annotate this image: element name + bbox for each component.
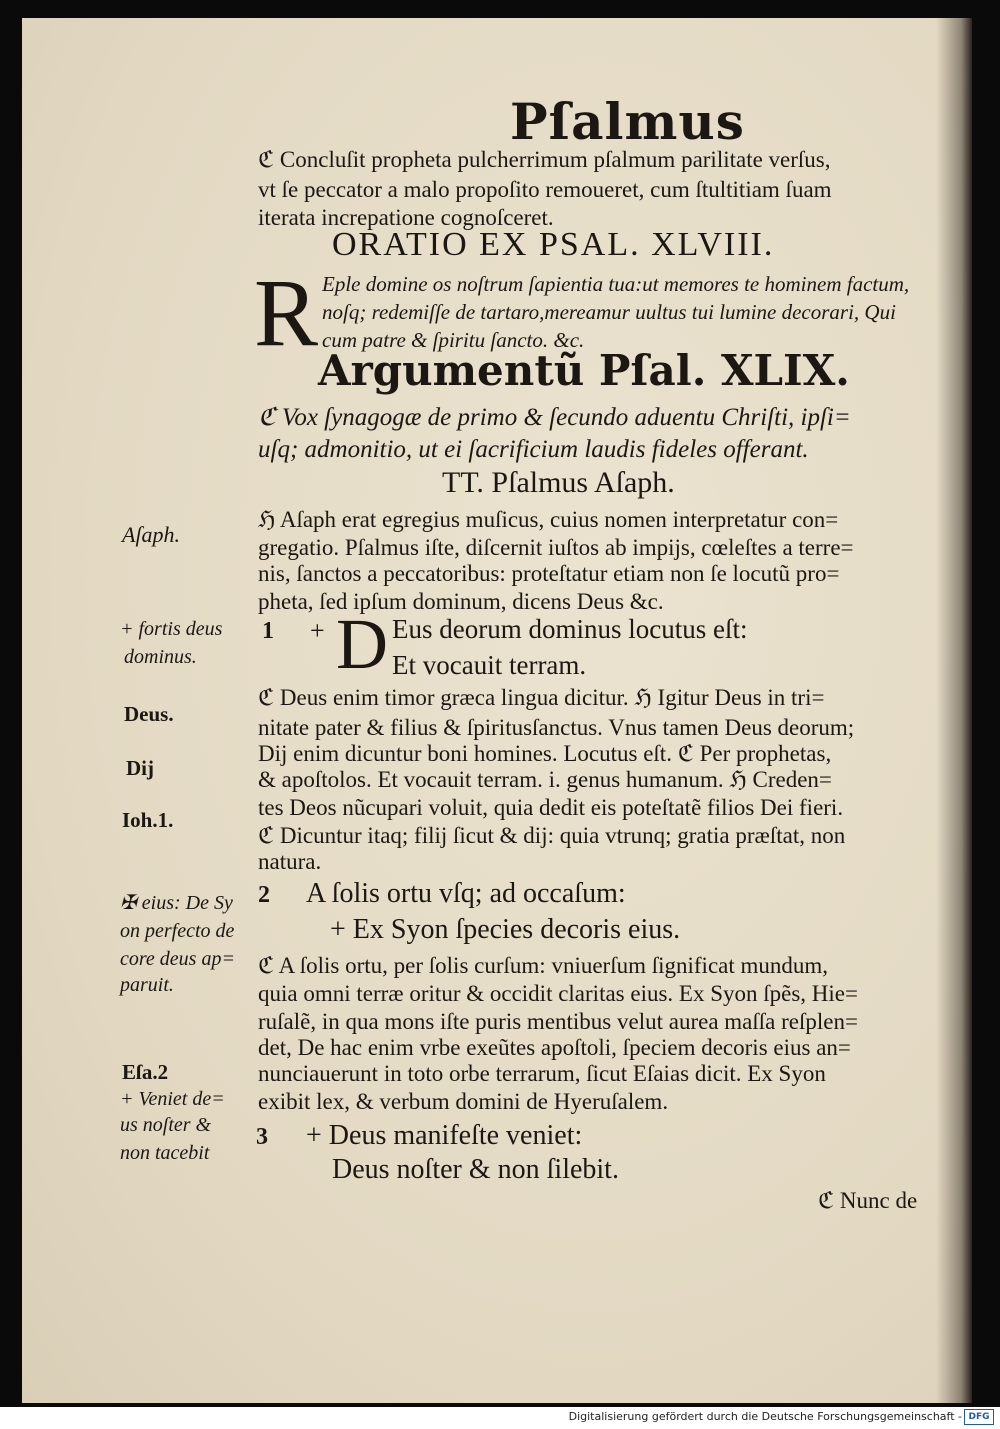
- verse-1-line-1: Eus deorum dominus locutus eſt:: [392, 614, 748, 644]
- verse-3-line-2: Deus noſter & non ſilebit.: [332, 1154, 619, 1185]
- asaph-line-4: pheta, ſed ipſum dominum, dicens Deus &c.: [258, 589, 664, 614]
- margin-veniet-2: us noſter &: [120, 1114, 212, 1136]
- gloss1-line-5: tes Deos nũcupari voluit, quia dedit eis poteſtatẽ filios Dei fieri.: [258, 795, 844, 820]
- margin-veniet-1: + Veniet de=: [120, 1088, 225, 1110]
- gloss2-line-4: det, De hac enim vrbe exeũtes apoſtoli, ſpeciem decoris eius an=: [258, 1035, 851, 1060]
- margin-dij: Dij: [126, 756, 154, 780]
- asaph-line-1: ℌ Aſaph erat egregius muſicus, cuius nomen interpretatur con=: [258, 507, 839, 532]
- dfg-logo: DFG: [964, 1409, 994, 1425]
- gloss1-line-4: & apoſtolos. Et vocauit terram. i. genus humanum. ℌ Creden=: [258, 767, 832, 792]
- gloss2-line-3: ruſalẽ, in qua mons iſte puris mentibus velut aurea maſſa reſplen=: [258, 1009, 858, 1034]
- margin-veniet-3: non tacebit: [120, 1142, 210, 1164]
- verse-1-line-2: Et vocauit terram.: [392, 650, 587, 680]
- margin-eius-1: ✠ eius: De Sy: [120, 892, 233, 914]
- intro-line-3: iterata increpatione cognoſceret.: [258, 205, 554, 230]
- gloss2-line-6: exibit lex, & verbum domini de Hyeruſalem.: [258, 1089, 669, 1114]
- margin-deus: Deus.: [124, 702, 174, 726]
- gloss2-line-2: quia omni terræ oritur & occidit claritas eius. Ex Syon ſpẽs, Hie=: [258, 981, 858, 1006]
- oratio-heading: ORATIO EX PSAL. XLVIII.: [332, 226, 775, 263]
- margin-eius-2: on perfecto de: [120, 920, 235, 942]
- catchword: ℭ Nunc de: [818, 1188, 918, 1213]
- gloss2-line-1: ℭ A ſolis ortu, per ſolis curſum: vniuerſum ſignificat mundum,: [258, 953, 829, 978]
- intro-line-1: ℭ Concluſit propheta pulcherrimum pſalmum parilitate verſus,: [258, 147, 831, 172]
- margin-ioh: Ioh.1.: [122, 808, 174, 832]
- gloss1-line-6: ℭ Dicuntur itaq; filij ſicut & dij: quia vtrunq; gratia præſtat, non: [258, 823, 846, 848]
- asaph-line-3: nis, ſanctos a peccatoribus: proteſtatur etiam non ſe locutũ pro=: [258, 561, 840, 586]
- gloss1-line-3: Dij enim dicuntur boni homines. Locutus eſt. ℭ Per prophetas,: [258, 741, 832, 766]
- gloss1-line-2: nitate pater & filius & ſpiritusſanctus. Vnus tamen Deus deorum;: [258, 715, 855, 740]
- asaph-line-2: gregatio. Pſalmus iſte, diſcernit iuſtos ab impijs, cœleſtes a terre=: [258, 535, 854, 560]
- verse-1-dropcap: D: [336, 604, 388, 684]
- verse-3-line-1: + Deus manifeſte veniet:: [306, 1120, 583, 1151]
- margin-esa: Eſa.2: [122, 1060, 169, 1084]
- verse-2-line-1: A ſolis ortu vſq; ad occaſum:: [306, 878, 626, 909]
- gloss1-line-7: natura.: [258, 849, 322, 874]
- margin-eius-4: paruit.: [120, 974, 174, 996]
- running-title: Pſalmus: [510, 92, 745, 151]
- footer-credit: Digitalisierung gefördert durch die Deutsche Forschungsgemeinschaft -: [568, 1410, 962, 1423]
- verse-2-line-2: + Ex Syon ſpecies decoris eius.: [330, 914, 681, 945]
- verse-3-number: 3: [256, 1124, 268, 1150]
- argument-subheading: TT. Pſalmus Aſaph.: [442, 466, 675, 499]
- oratio-dropcap: R: [254, 259, 319, 366]
- gloss1-line-1: ℭ Deus enim timor græca lingua dicitur. ℌ Igitur Deus in tri=: [258, 685, 825, 710]
- verse-2-number: 2: [258, 882, 270, 908]
- argument-heading: Argumentũ Pſal. XLIX.: [318, 346, 850, 395]
- margin-fortis-2: dominus.: [124, 646, 197, 668]
- margin-asaph: Aſaph.: [122, 522, 181, 547]
- margin-eius-3: core deus ap=: [120, 948, 235, 970]
- verse-1-dagger: +: [310, 616, 325, 645]
- argument-line-2: uſq; admonitio, ut ei ſacrificium laudis fideles offerant.: [258, 436, 809, 463]
- oratio-line-2: noſq; redemiſſe de tartaro,mereamur uultus tui lumine decorari, Qui: [322, 300, 896, 324]
- gloss2-line-5: nunciauerunt in toto orbe terrarum, ſicut Eſaias dicit. Ex Syon: [258, 1061, 826, 1086]
- intro-line-2: vt ſe peccator a malo propoſito remoueret, cum ſtultitiam ſuam: [258, 177, 832, 202]
- argument-line-1: ℭ Vox ſynagogæ de primo & ſecundo aduentu Chriſti, ipſi=: [258, 404, 851, 431]
- oratio-line-3: cum patre & ſpiritu ſancto. &c.: [322, 328, 585, 352]
- oratio-line-1: Eple domine os noſtrum ſapientia tua:ut memores te hominem factum,: [322, 272, 910, 296]
- margin-fortis-1: + fortis deus: [120, 618, 223, 640]
- page-gutter-shadow: [936, 18, 972, 1403]
- verse-1-number: 1: [262, 618, 274, 644]
